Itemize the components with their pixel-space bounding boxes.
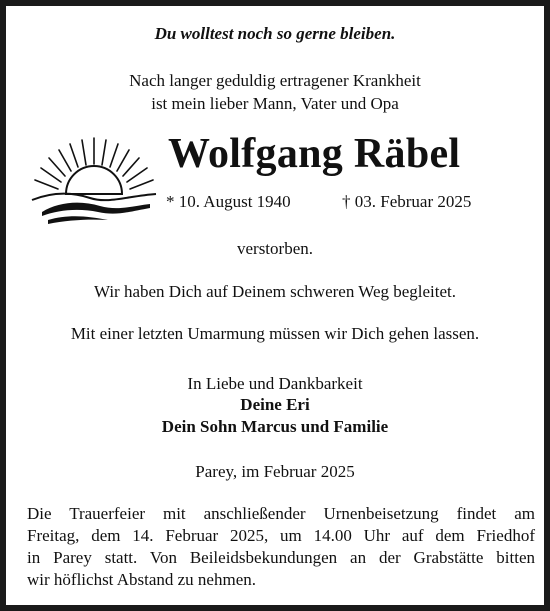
motto: Du wolltest noch so gerne bleiben.	[154, 24, 396, 43]
funeral-line-4: wir höflichst Abstand zu nehmen.	[27, 570, 256, 589]
funeral-line-3: in Parey statt. Von Beileidsbekundungen an der Grabstätte bitten	[27, 548, 535, 567]
embrace-line: Mit einer letzten Umarmung müssen wir Dich gehen lassen.	[70, 324, 480, 343]
death-date: † 03. Februar 2025	[342, 192, 472, 211]
deceased-name: Wolfgang Räbel	[168, 131, 461, 177]
intro-line-2: ist mein lieber Mann, Vater und Opa	[151, 94, 399, 113]
intro-line-1: Nach langer geduldig ertragener Krankheit	[129, 71, 421, 90]
funeral-info	[27, 503, 535, 591]
closing-line: In Liebe und Dankbarkeit	[187, 374, 363, 393]
deceased-word: verstorben.	[236, 239, 313, 258]
signatory-family: Dein Sohn Marcus und Familie	[161, 417, 389, 436]
place-date: Parey, im Februar 2025	[195, 462, 355, 481]
funeral-line-2: Freitag, dem 14. Februar 2025, um 14.00 Uhr auf dem Friedhof	[27, 526, 535, 545]
sunset-over-hills-icon	[28, 134, 160, 226]
accompanied-line: Wir haben Dich auf Deinem schweren Weg begleitet.	[93, 282, 457, 301]
funeral-line-1: Die Trauerfeier mit anschließender Urnenbeisetzung findet am	[27, 504, 535, 523]
birth-date: * 10. August 1940	[166, 192, 291, 211]
signatory-spouse: Deine Eri	[240, 395, 310, 414]
